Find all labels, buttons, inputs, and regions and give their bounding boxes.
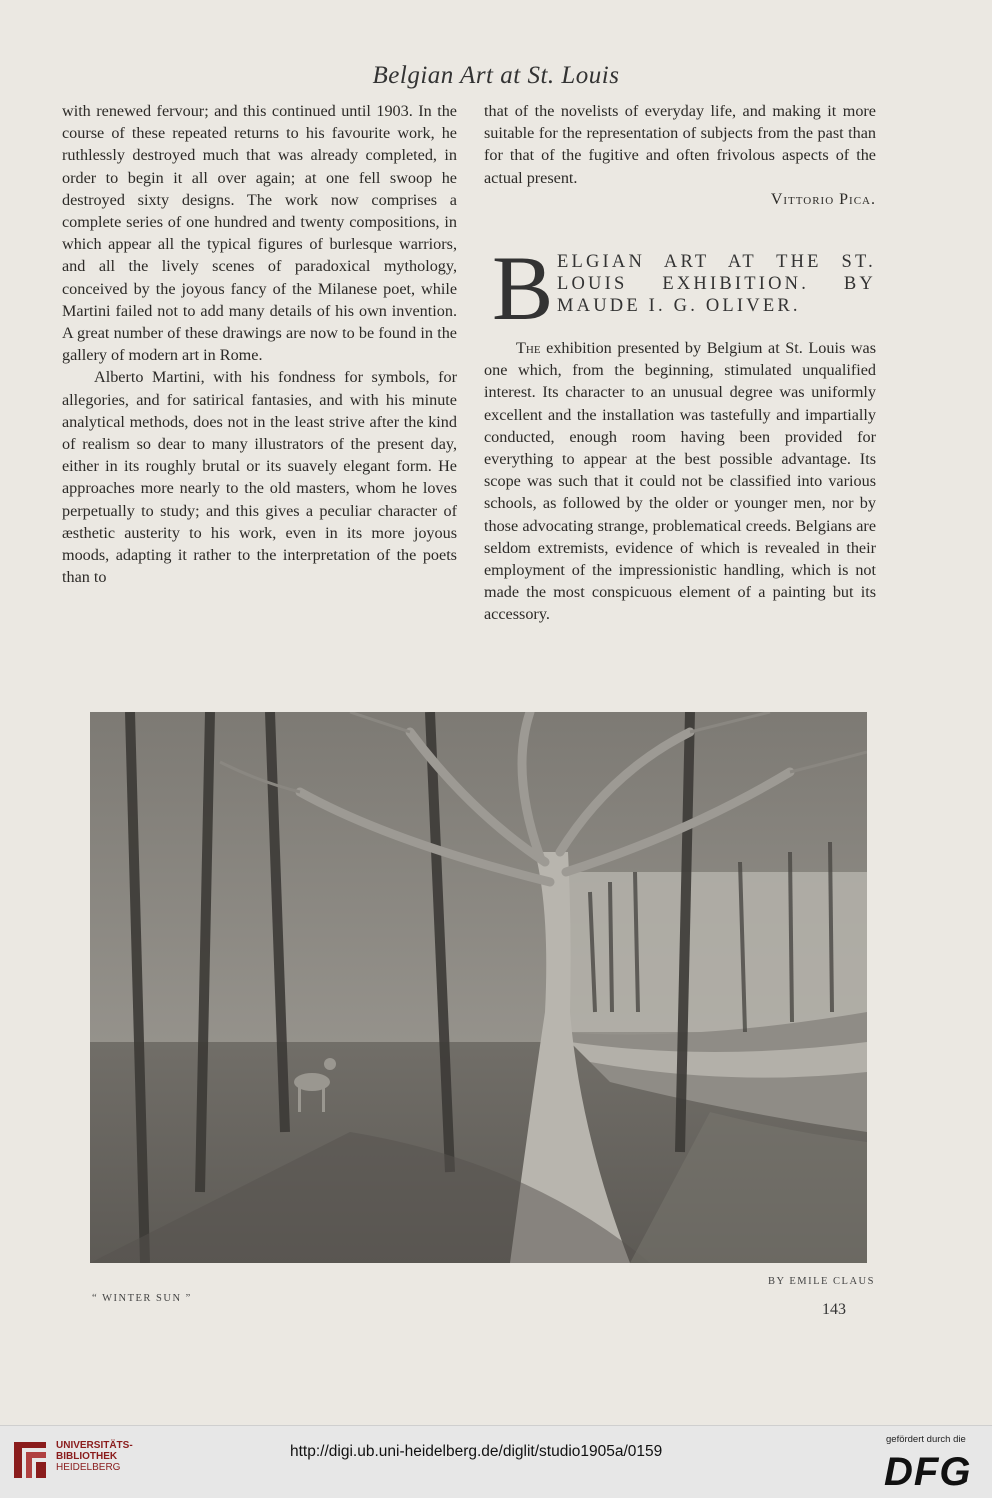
article-body-lead: The — [516, 339, 541, 358]
author-signature: Vittorio Pica. — [770, 190, 876, 208]
page-number: 143 — [822, 1301, 846, 1318]
funded-by-label: gefördert durch die — [886, 1434, 966, 1445]
article-heading-text: ELGIAN ART AT THE ST. LOUIS EXHIBITION. BY MAUDE I. G. OLIVER. — [557, 252, 876, 317]
library-line-1: UNIVERSITÄTS- — [56, 1440, 133, 1451]
library-name[interactable] — [56, 1440, 133, 1473]
drop-cap: B — [492, 237, 554, 340]
article-body — [484, 337, 876, 626]
article-body-text: exhibition presented by Belgium at St. Louis was one which, from the beginning, stimulated unqualified interest. Its character to an unusual degree was uniformly excellent and the installation was tastefully and impartially conducted, enough room having been provided for everything to appear at the best possible advantage. Its scope was such that it could not be classified into various schools, as followed by the older or younger men, nor by those advocating strange, problematical creeds. Belgians are seldom extremists, evidence of which is revealed in their employment of the impressionistic handling, which is not made the most conspicuous element of a painting but its accessory. — [484, 339, 876, 624]
running-head: Belgian Art at St. Louis — [372, 62, 620, 89]
caption-artist: BY EMILE CLAUS — [768, 1276, 875, 1287]
winter-sun-painting — [90, 712, 867, 1263]
library-logo-icon[interactable] — [10, 1438, 50, 1489]
library-line-2: BIBLIOTHEK — [56, 1451, 118, 1462]
viewer-footer — [0, 1425, 992, 1498]
dfg-logo[interactable]: DFG — [884, 1450, 972, 1494]
left-column — [62, 100, 457, 588]
article-heading — [484, 237, 876, 340]
library-line-3: HEIDELBERG — [56, 1462, 121, 1473]
right-column — [484, 100, 876, 626]
painting-plate — [90, 712, 867, 1263]
document-url-link[interactable]: http://digi.ub.uni-heidelberg.de/diglit/studio1905a/0159 — [290, 1443, 663, 1460]
left-paragraph-1: with renewed fervour; and this continued until 1903. In the course of these repeated returns to his favourite work, he ruthlessly destroyed much that was already completed, in order to begin it all over again; at one fell swoop he destroyed sixty designs. The work now comprises a complete series of one hundred and twenty compositions, in which appear all the typical figures of burlesque warriors, and all the lively scenes of paradoxical mythology, conceived by the joyous fancy of the Milanese poet, while Martini failed not to add many details of his own invention. A great number of these drawings are now to be found in the gallery of modern art in Rome. — [62, 102, 457, 365]
right-paragraph-1: that of the novelists of everyday life, and making it more suitable for the representation of subjects from the past than for that of the fugitive and often frivolous aspects of the actual present. — [484, 102, 876, 187]
caption-title: “ WINTER SUN ” — [92, 1293, 192, 1304]
left-paragraph-2: Alberto Martini, with his fondness for symbols, for allegories, and for satirical fantasies, and with his minute analytical methods, does not in the least strive after the kind of realism so dear to many illustrators of the present day, either in its roughly brutal or its suavely elegant form. He approaches more nearly to the old masters, whom he loves perpetually to study; and this gives a peculiar character of æsthetic austerity to his work, even in its more joyous moods, adapting it rather to the interpretation of the poets than to — [62, 368, 457, 587]
